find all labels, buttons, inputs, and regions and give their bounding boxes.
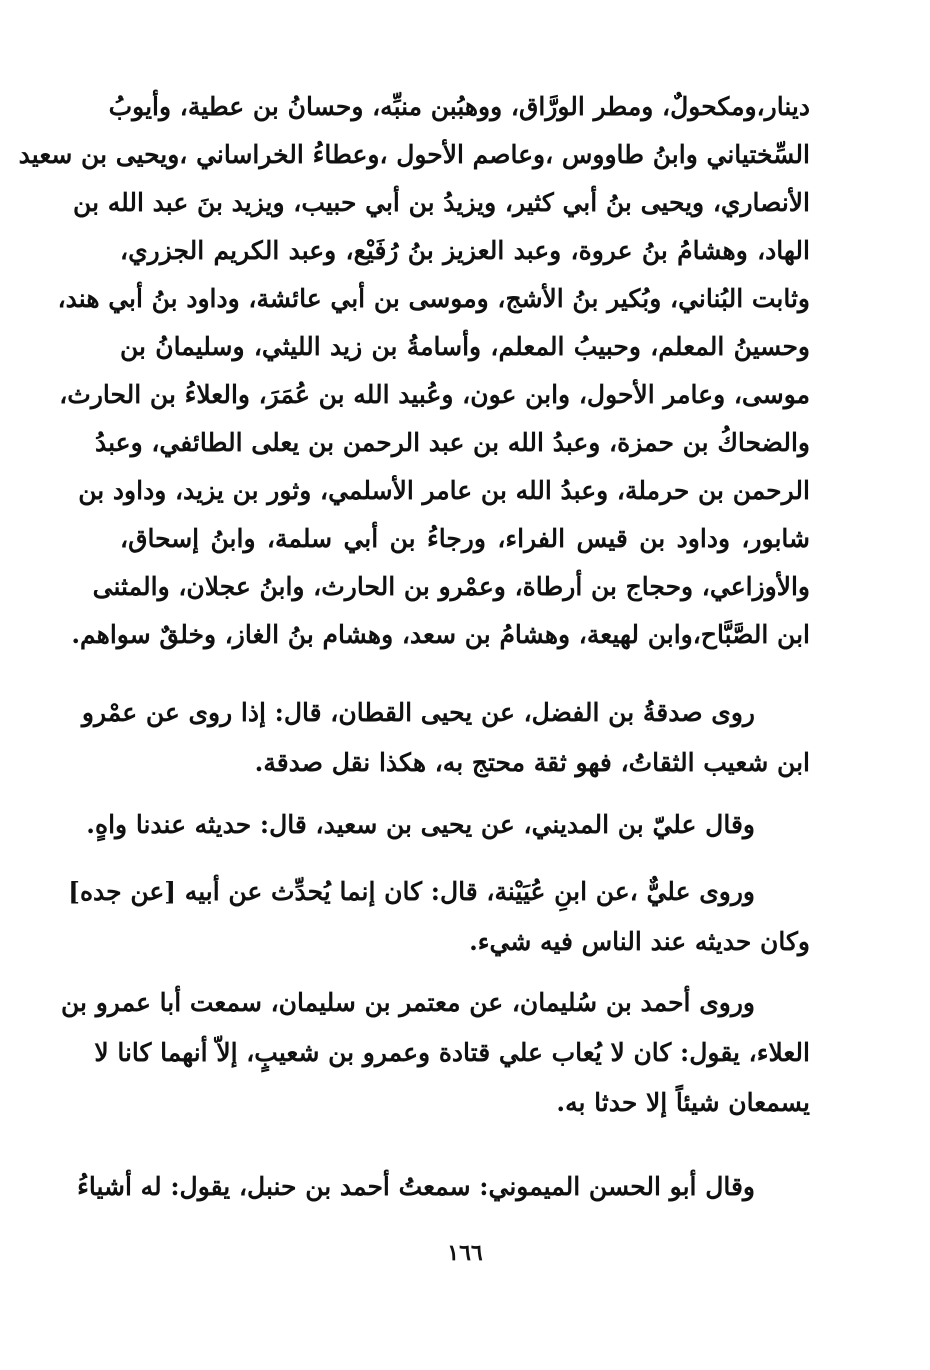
text-line: الرحمن بن حرملة، وعبدُ الله بن عامر الأسلمي، وثور بن يزيد، وداود بن xyxy=(78,476,810,505)
text-line: دينار،ومكحولٌ، ومطر الورَّاق، ووهبُبن منبِّه، وحسانُ بن عطية، وأيوبُ xyxy=(108,92,810,121)
text-line: وقال أبو الحسن الميموني: سمعتُ أحمد بن حنبل، يقول: له أشياءُ xyxy=(77,1172,755,1201)
paragraph-ahmad-sulayman xyxy=(61,978,810,1128)
text-line: ابن شعيب الثقاتُ، فهو ثقة محتج به، هكذا نقل صدقة. xyxy=(254,748,810,777)
text-line: الهاد، وهشامُ بنُ عروة، وعبد العزيز بنُ رُفَيْع، وعبد الكريم الجزري، xyxy=(120,236,810,265)
text-line: شابور، وداود بن قيس الفراء، ورجاءُ بن أبي سلمة، وابنُ إسحاق، xyxy=(120,524,810,553)
text-line: الأنصاري، ويحيى بنُ أبي كثير، ويزيدُ بن أبي حبيب، ويزيد بنَ عبد الله بن xyxy=(73,188,810,217)
text-line: وحسينُ المعلم، وحبيبُ المعلم، وأسامةُ بن زيد الليثي، وسليمانُ بن xyxy=(120,332,810,361)
paragraph-maymuni xyxy=(77,1162,810,1212)
text-line: السِّختياني وابنُ طاووس ،وعاصم الأحول ،وعطاءُ الخراساني ،ويحيى بن سعيد xyxy=(18,140,810,169)
paragraph-ali-madini xyxy=(86,800,810,850)
paragraph-ibn-uyayna xyxy=(68,867,810,967)
text-line: والأوزاعي، وحجاج بن أرطاة، وعمْرو بن الحارث، وابنُ عجلان، والمثنى xyxy=(92,572,810,601)
page-number: ١٦٦ xyxy=(447,1240,483,1266)
paragraph-sadaqa xyxy=(81,688,810,788)
text-line: وروى عليٌّ ،عن ابنِ عُيَيْنة، قال: كان إنما يُحدِّث عن أبيه [عن جده] xyxy=(68,877,755,906)
text-line: وثابت البُناني، وبُكير بنُ الأشج، وموسى بن أبي عائشة، وداود بنُ أبي هند، xyxy=(57,284,810,313)
text-line: موسى، وعامر الأحول، وابن عون، وعُبيد الله بن عُمَرَ، والعلاءُ بن الحارث، xyxy=(59,380,810,409)
text-line: والضحاكُ بن حمزة، وعبدُ الله بن عبد الرحمن بن يعلى الطائفي، وعبدُ xyxy=(94,428,810,457)
text-line: وروى أحمد بن سُليمان، عن معتمر بن سليمان، سمعت أبا عمرو بن xyxy=(61,988,755,1017)
text-line: العلاء، يقول: كان لا يُعاب علي قتادة وعمرو بن شعيبٍ، إلاّ أنهما كانا لا xyxy=(94,1038,810,1067)
text-line: يسمعان شيئاً إلا حدثا به. xyxy=(556,1088,810,1117)
text-line: وقال عليّ بن المديني، عن يحيى بن سعيد، قال: حديثه عندنا واهٍ. xyxy=(86,810,755,839)
text-line: ابن الصَّبَّاح،وابن لهيعة، وهشامُ بن سعد، وهشام بنُ الغاز، وخلقٌ سواهم. xyxy=(71,620,810,649)
text-line: وكان حديثه عند الناس فيه شيء. xyxy=(469,927,810,956)
narrators-paragraph xyxy=(18,83,810,659)
text-line: روى صدقةُ بن الفضل، عن يحيى القطان، قال: إذا روى عن عمْرو xyxy=(81,698,755,727)
